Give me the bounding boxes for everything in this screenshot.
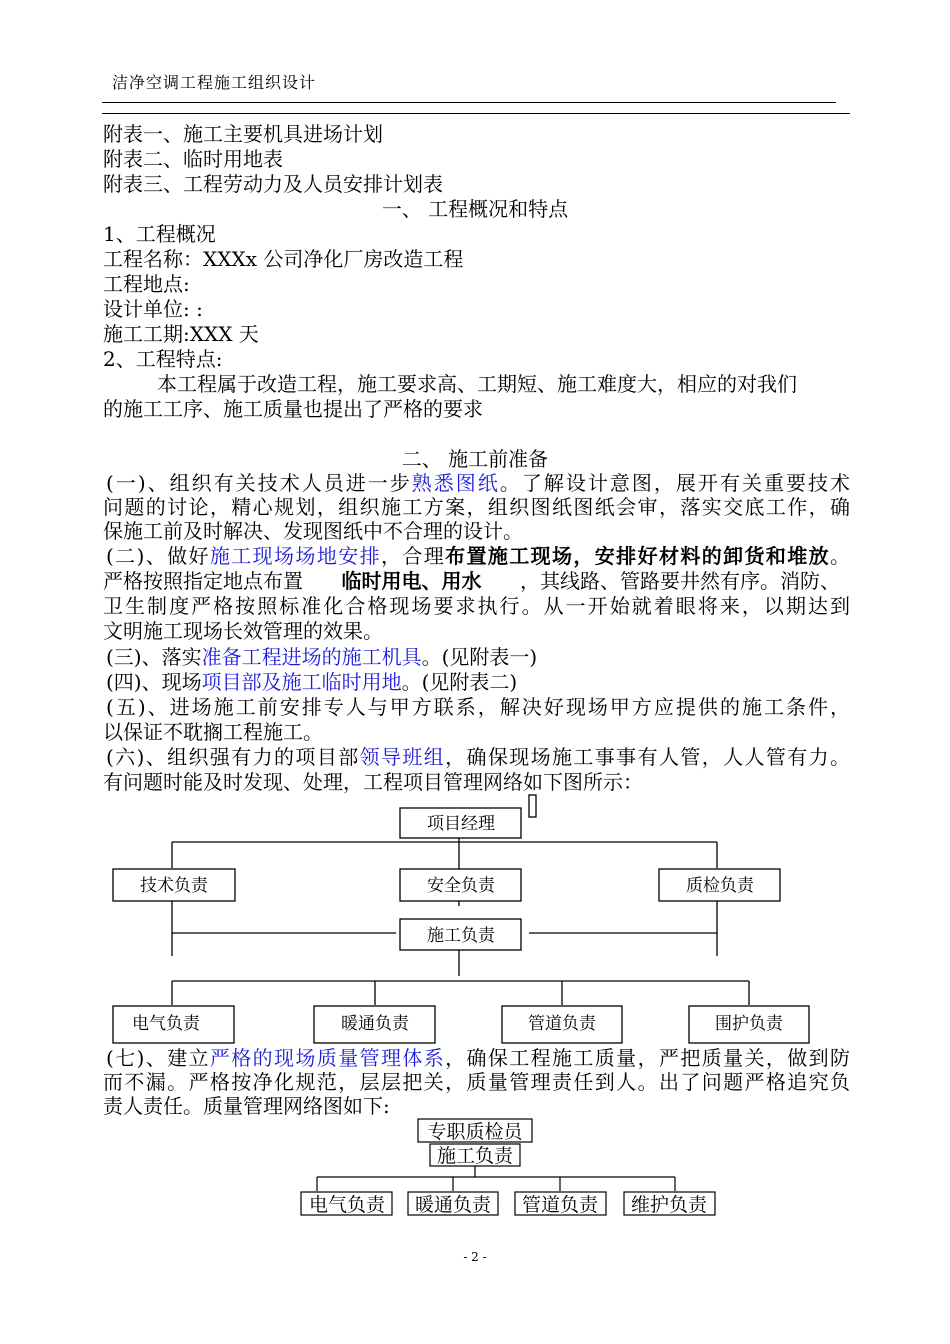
item7-line-3: 责人责任。质量管理网络图如下: [103,1094,390,1118]
section1-sub1: 1、工程概况 [103,222,216,246]
header-rule-bottom [102,113,850,114]
org-bottom-label-1: 暖通负责 [341,1014,409,1034]
item5-line-2: 以保证不耽搁工程施工。 [103,720,323,744]
quality-bottom-label-1: 暖通负责 [414,1194,492,1216]
project-location: 工程地点: [103,272,190,296]
page-number: - 2 - [463,1250,487,1264]
org-chart [0,790,950,1050]
project-designer: 设计单位: : [103,297,203,321]
org-bottom-label-3: 围护负责 [715,1014,783,1034]
section1-heading: 一、 工程概况和特点 [381,197,569,221]
appendix-1: 附表一、施工主要机具进场计划 [103,122,383,146]
org-bottom-label-2: 管道负责 [528,1014,596,1034]
link-leadership-team[interactable]: 领导班组 [359,745,446,769]
item1-line-3: 保施工前及时解决、发现图纸中不合理的设计。 [103,519,523,543]
item2-line-3: 卫生制度严格按照标准化合格现场要求执行。从一开始就着眼将来，以期达到 [103,594,850,618]
org-bottom-label-0: 电气负责 [132,1014,200,1034]
item1-line-1: (一)、组织有关技术人员进一步熟悉图纸。了解设计意图，展开有关重要技术 [106,471,851,495]
link-quality-system[interactable]: 严格的现场质量管理体系 [209,1046,446,1070]
section2-heading: 二、 施工前准备 [401,447,549,471]
link-site-arrangement[interactable]: 施工现场场地安排 [209,544,381,568]
appendix-2: 附表二、临时用地表 [103,147,283,171]
item7-line-1: (七)、建立严格的现场质量管理体系，确保工程施工质量，严把质量关，做到防 [106,1046,851,1070]
item1-line-2: 问题的讨论，精心规划，组织施工方案，组织图纸图纸会审，落实交底工作，确 [103,495,850,519]
features-line-2: 的施工工序、施工质量也提出了严格的要求 [103,397,483,421]
item5-line-1: (五)、进场施工前安排专人与甲方联系，解决好现场甲方应提供的施工条件， [106,695,850,719]
org-middle-label-2: 质检负责 [686,876,754,896]
org-top-label: 项目经理 [427,814,495,834]
quality-second-label: 施工负责 [436,1145,514,1167]
org-construction-label: 施工负责 [427,926,495,946]
link-prepare-machinery[interactable]: 准备工程进场的施工机具 [201,645,422,669]
quality-top-label: 专职质检员 [427,1121,523,1143]
item2-line-4: 文明施工现场长效管理的效果。 [103,619,383,643]
item3-line: (三)、落实准备工程进场的施工机具。(见附表一) [106,645,538,669]
link-familiarize-drawings[interactable]: 熟悉图纸 [411,471,500,495]
link-project-department[interactable]: 项目部及施工临时用地 [201,670,402,694]
header-rule-top [102,102,836,103]
item4-line: (四)、现场项目部及施工临时用地。(见附表二) [106,670,518,694]
org-middle-label-0: 技术负责 [140,876,208,896]
features-line-1: 本工程属于改造工程，施工要求高、工期短、施工难度大，相应的对我们 [157,372,797,396]
quality-bottom-label-3: 维护负责 [630,1194,708,1216]
appendix-3: 附表三、工程劳动力及人员安排计划表 [103,172,443,196]
item6-line-1: (六)、组织强有力的项目部领导班组，确保现场施工事事有人管，人人管有力。 [106,745,851,769]
item2-line-1: (二)、做好施工现场场地安排，合理布置施工现场，安排好材料的卸货和堆放。 [106,544,851,568]
page-header-title: 洁净空调工程施工组织设计 [112,73,317,92]
item2-line-2: 严格按照指定地点布置 临时用电、用水 ，其线路、管路要井然有序。消防、 [103,569,840,593]
section1-sub2: 2、工程特点: [103,347,223,371]
project-name: 工程名称：XXXx 公司净化厂房改造工程 [103,247,464,271]
quality-chart [0,1115,950,1225]
quality-bottom-label-0: 电气负责 [308,1194,386,1216]
item6-line-2: 有问题时能及时发现、处理，工程项目管理网络如下图所示： [103,770,643,794]
org-middle-label-1: 安全负责 [427,876,495,896]
project-period: 施工工期:XXX 天 [103,322,259,346]
item7-line-2: 而不漏。严格按净化规范，层层把关，质量管理责任到人。出了问题严格追究负 [103,1070,850,1094]
quality-bottom-label-2: 管道负责 [521,1194,599,1216]
